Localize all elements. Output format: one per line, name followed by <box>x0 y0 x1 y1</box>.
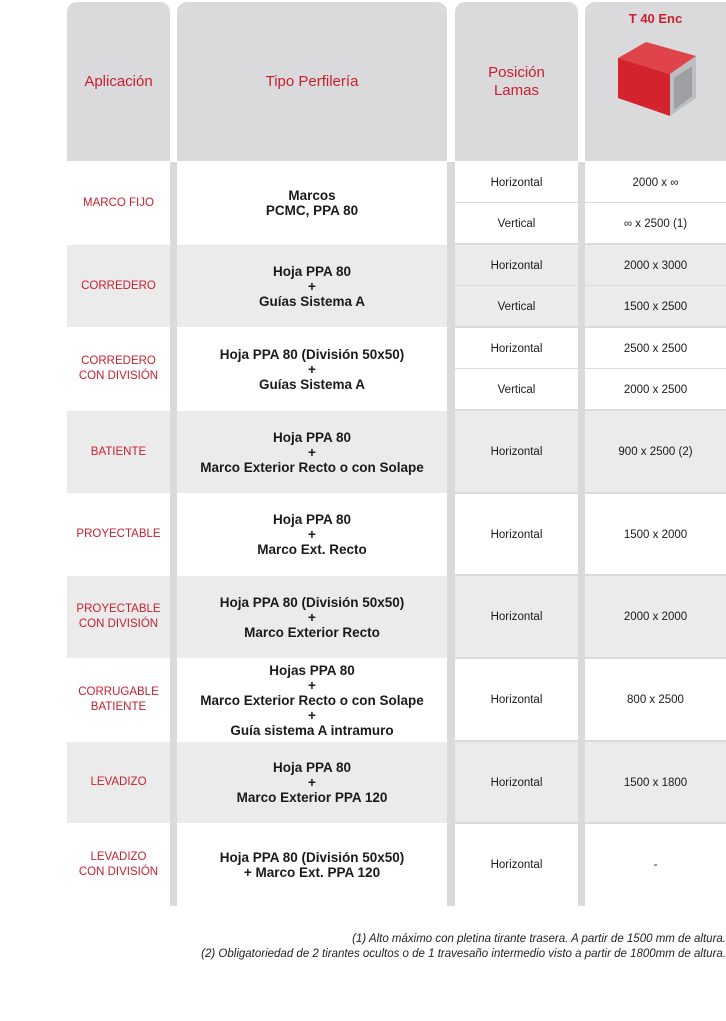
aplicacion-text: PROYECTABLE <box>76 528 161 540</box>
valor-text: 2000 x 2000 <box>623 611 688 623</box>
valor-text: 2000 x ∞ <box>632 176 679 189</box>
row-tipo-perfileria <box>177 824 447 906</box>
row-aplicacion <box>67 494 170 575</box>
posicion-text: Horizontal <box>490 776 543 789</box>
tipo-line: Hoja PPA 80 (División 50x50) <box>219 850 405 865</box>
header-aplicacion-label: Aplicación <box>84 72 153 90</box>
valor-text: 2000 x 3000 <box>623 259 688 272</box>
header-tipo-label: Tipo Perfilería <box>265 72 359 90</box>
posicion-text: Vertical <box>497 383 536 396</box>
row-divider <box>455 409 726 411</box>
row-valor <box>585 742 726 823</box>
row-tipo-perfileria <box>177 328 447 410</box>
posicion-text: Horizontal <box>490 611 543 623</box>
valor-text: - <box>653 859 658 871</box>
tipo-line: Marco Exterior Recto o con Solape <box>200 692 424 708</box>
posicion-text: Horizontal <box>490 859 543 871</box>
aplicacion-text: CORREDERO <box>81 279 156 292</box>
aplicacion-text: CON DIVISIÓN <box>78 370 159 382</box>
aplicacion-text: LEVADIZO <box>90 851 147 863</box>
row-valor <box>585 162 726 203</box>
row-divider <box>455 326 726 328</box>
tipo-line: Hoja PPA 80 <box>272 760 351 775</box>
footnotes <box>201 932 726 962</box>
column-divider <box>578 162 585 906</box>
row-posicion <box>455 742 578 823</box>
tipo-line: Hoja PPA 80 <box>272 263 351 279</box>
header-tipo-perfileria <box>177 2 447 161</box>
row-aplicacion <box>67 245 170 327</box>
tipo-line: + <box>308 775 316 790</box>
valor-text: 1500 x 2500 <box>623 300 688 313</box>
row-posicion <box>455 203 578 244</box>
row-divider <box>455 574 726 576</box>
row-posicion <box>455 286 578 327</box>
row-posicion <box>455 824 578 906</box>
row-aplicacion <box>67 824 170 906</box>
tipo-line: Marco Exterior Recto <box>244 624 380 640</box>
header-posicion-line2: Lamas <box>493 81 539 99</box>
aplicacion-text: CON DIVISIÓN <box>78 866 159 878</box>
row-valor <box>585 824 726 906</box>
tipo-line: + <box>308 609 316 625</box>
row-valor <box>585 245 726 286</box>
tipo-line: + <box>308 707 316 723</box>
aplicacion-text: CORRUGABLE <box>78 686 159 698</box>
tipo-line: + <box>308 677 316 693</box>
row-divider <box>455 657 726 659</box>
row-valor <box>585 203 726 244</box>
posicion-text: Horizontal <box>490 528 543 541</box>
row-divider <box>455 492 726 494</box>
aplicacion-text: CORREDERO <box>81 355 156 367</box>
row-posicion <box>455 411 578 493</box>
posicion-text: Vertical <box>497 217 536 230</box>
row-aplicacion <box>67 162 170 244</box>
valor-text: 2500 x 2500 <box>623 342 688 355</box>
row-aplicacion <box>67 328 170 410</box>
tipo-line: + <box>308 278 316 294</box>
tipo-line: Guía sistema A intramuro <box>230 722 394 738</box>
valor-text: 800 x 2500 <box>627 694 684 706</box>
row-tipo-perfileria <box>177 411 447 493</box>
row-divider <box>455 243 726 245</box>
row-posicion <box>455 369 578 410</box>
sub-row-divider <box>455 368 726 369</box>
posicion-text: Horizontal <box>490 446 543 458</box>
header-aplicacion <box>67 2 170 161</box>
sub-row-divider <box>455 285 726 286</box>
valor-text: 1500 x 1800 <box>623 776 688 789</box>
header-posicion-line1: Posición <box>488 63 545 81</box>
tipo-line: Marco Ext. Recto <box>257 542 367 557</box>
row-posicion <box>455 659 578 741</box>
product-title: T 40 Enc <box>628 11 683 26</box>
tipo-line: Hojas PPA 80 <box>269 662 355 678</box>
posicion-text: Horizontal <box>490 694 543 706</box>
posicion-text: Horizontal <box>490 176 543 189</box>
tipo-line: Guías Sistema A <box>258 293 366 309</box>
row-aplicacion <box>67 576 170 658</box>
profile-cube-icon <box>614 38 698 120</box>
aplicacion-text: MARCO FIJO <box>83 196 154 209</box>
row-aplicacion <box>67 742 170 823</box>
row-posicion <box>455 162 578 203</box>
valor-text: 2000 x 2500 <box>623 383 688 396</box>
footnote-1: (1) Alto máximo con pletina tirante trasera. A partir de 1500 mm de altura. <box>352 933 726 945</box>
tipo-line: Hoja PPA 80 <box>272 429 352 445</box>
row-aplicacion <box>67 411 170 493</box>
row-valor <box>585 328 726 369</box>
row-tipo-perfileria <box>177 494 447 575</box>
tipo-line: Hoja PPA 80 (División 50x50) <box>219 594 405 610</box>
tipo-line: Guías Sistema A <box>258 376 366 392</box>
row-tipo-perfileria <box>177 576 447 658</box>
valor-text: 900 x 2500 (2) <box>618 446 693 458</box>
row-valor <box>585 369 726 410</box>
tipo-line: PCMC, PPA 80 <box>265 203 359 218</box>
row-valor <box>585 286 726 327</box>
sub-row-divider <box>455 202 726 203</box>
column-divider <box>170 162 177 906</box>
tipo-line: Marco Exterior PPA 120 <box>236 790 388 805</box>
column-divider <box>447 162 455 906</box>
aplicacion-text: PROYECTABLE <box>76 603 161 615</box>
row-tipo-perfileria <box>177 742 447 823</box>
tipo-line: Marcos <box>288 188 336 203</box>
tipo-line: + Marco Ext. PPA 120 <box>243 865 381 880</box>
footnote-2: (2) Obligatoriedad de 2 tirantes ocultos o de 1 travesaño intermedio visto a partir de 1800mm de altura. <box>201 948 726 960</box>
aplicacion-text: CON DIVISIÓN <box>78 618 159 630</box>
row-posicion <box>455 576 578 658</box>
valor-text: 1500 x 2000 <box>623 528 688 541</box>
tipo-line: Marco Exterior Recto o con Solape <box>200 459 424 475</box>
row-valor <box>585 411 726 493</box>
row-divider <box>455 740 726 742</box>
valor-text: ∞ x 2500 (1) <box>623 217 688 230</box>
header-posicion-lamas <box>455 2 578 161</box>
tipo-line: + <box>308 361 316 377</box>
row-posicion <box>455 245 578 286</box>
row-tipo-perfileria <box>177 245 447 327</box>
tipo-line: Hoja PPA 80 (División 50x50) <box>219 346 405 362</box>
posicion-text: Vertical <box>497 300 536 313</box>
posicion-text: Horizontal <box>490 259 543 272</box>
aplicacion-text: BATIENTE <box>90 445 147 458</box>
header-product <box>585 2 726 161</box>
tipo-line: + <box>308 527 316 542</box>
tipo-line: Hoja PPA 80 <box>272 512 352 527</box>
row-valor <box>585 576 726 658</box>
aplicacion-text: LEVADIZO <box>90 776 147 788</box>
row-valor <box>585 494 726 575</box>
row-divider <box>455 822 726 824</box>
row-posicion <box>455 494 578 575</box>
tipo-line: + <box>308 444 316 460</box>
posicion-text: Horizontal <box>490 342 543 355</box>
row-tipo-perfileria <box>177 659 447 741</box>
row-aplicacion <box>67 659 170 741</box>
row-valor <box>585 659 726 741</box>
aplicacion-text: BATIENTE <box>90 701 147 713</box>
row-posicion <box>455 328 578 369</box>
row-tipo-perfileria <box>177 162 447 244</box>
